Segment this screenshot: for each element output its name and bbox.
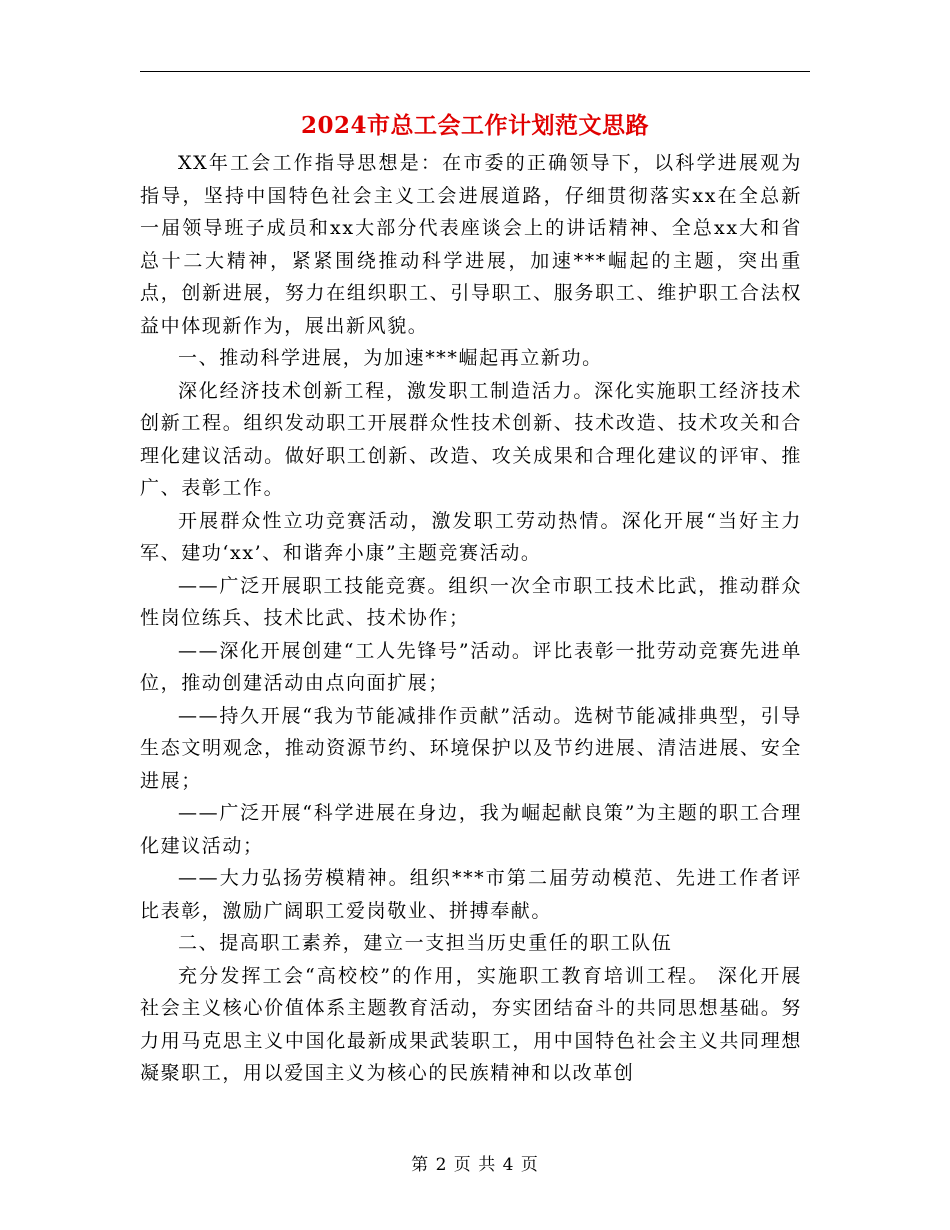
paragraph-innovation-project: 深化经济技术创新工程，激发职工制造活力。深化实施职工经济技术创新工程。组织发动职工开展群众性技术创新、技术改造、技术攻关和合理化建议活动。做好职工创新、改造、攻关成果和合理化建议的评审、推广、表彰工作。 [140, 379, 802, 499]
section-heading-1: 一、推动科学进展，为加速***崛起再立新功。 [178, 347, 603, 369]
list-item-skills-contest: ——广泛开展职工技能竞赛。组织一次全市职工技术比武，推动群众性岗位练兵、技术比武、技术协作； [140, 574, 802, 629]
document-body [140, 147, 802, 1090]
list-item-model-workers: ——大力弘扬劳模精神。组织***市第二届劳动模范、先进工作者评比表彰，激励广阔职工爱岗敬业、拼搏奉献。 [140, 867, 802, 922]
list-item-energy-saving: ——持久开展“我为节能减排作贡献”活动。选树节能减排典型，引导生态文明观念，推动资源节约、环境保护以及节约进展、清洁进展、安全进展； [140, 704, 802, 792]
list-item-suggestions: ——广泛开展“科学进展在身边，我为崛起献良策”为主题的职工合理化建议活动； [140, 802, 802, 857]
header-rule [140, 71, 810, 72]
document-title: 2024市总工会工作计划范文思路 [300, 112, 649, 139]
page-number-footer: 第 2 页 共 4 页 [411, 1155, 539, 1175]
paragraph-education-training: 充分发挥工会“高校校”的作用，实施职工教育培训工程。 深化开展社会主义核心价值体系主题教育活动，夯实团结奋斗的共同思想基础。努力用马克思主义中国化最新成果武装职工，用中国特色社会主义共同理想凝聚职工，用以爱国主义为核心的民族精神和以改革创 [140, 964, 802, 1084]
paragraph-merit-competition: 开展群众性立功竞赛活动，激发职工劳动热情。深化开展“当好主力军、建功‘xx’、和谐奔小康”主题竞赛活动。 [140, 509, 802, 564]
list-item-pioneer-campaign: ——深化开展创建“工人先锋号”活动。评比表彰一批劳动竞赛先进单位，推动创建活动由点向面扩展； [140, 639, 802, 694]
paragraph-guiding-ideology: XX年工会工作指导思想是：在市委的正确领导下，以科学进展观为指导，坚持中国特色社会主义工会进展道路，仔细贯彻落实xx在全总新一届领导班子成员和xx大部分代表座谈会上的讲话精神、全总xx大和省总十二大精神，紧紧围绕推动科学进展，加速***崛起的主题，突出重点，创新进展，努力在组织职工、引导职工、服务职工、维护职工合法权益中体现新作为，展出新风貌。 [140, 152, 802, 337]
section-heading-2: 二、提高职工素养，建立一支担当历史重任的职工队伍 [178, 932, 673, 954]
